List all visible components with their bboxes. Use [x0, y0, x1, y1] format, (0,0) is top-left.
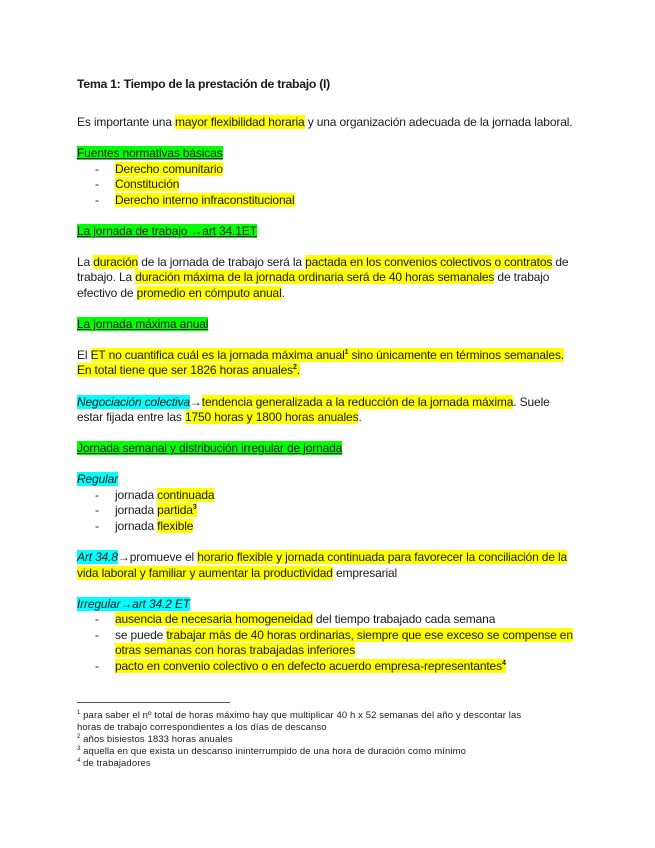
footnote-number: 4: [77, 757, 81, 764]
list-item: [115, 659, 506, 674]
list-item: [115, 193, 295, 208]
list-item: [115, 162, 223, 177]
text: trabajo. La: [77, 270, 136, 284]
paragraph-line: [77, 410, 362, 425]
list-item: [115, 628, 573, 643]
text: jornada: [115, 519, 158, 533]
text: empresarial: [332, 566, 398, 580]
highlight: 1750 horas y 1800 horas anuales: [184, 410, 359, 424]
footnote-text: horas de trabajo correspondientes a los días de descanso: [77, 722, 327, 733]
term-label: Art 34.8: [77, 550, 118, 564]
text: de: [552, 255, 569, 269]
intro-text-end: y una organización adecuada de la jornada laboral.: [304, 115, 573, 129]
footnote-1-continuation: [77, 722, 327, 734]
section-heading-jornada-maxima: [77, 317, 208, 332]
bullet-dash: -: [95, 162, 99, 176]
footnote-text: para saber el nº total de horas máximo hay que multiplicar 40 h x 52 semanas del año y descontar las: [80, 710, 522, 721]
list-item: [115, 177, 179, 192]
paragraph-line: [77, 550, 567, 565]
bullet-dash: -: [95, 177, 99, 191]
highlight: promedio en cómputo anual: [136, 286, 282, 300]
section-heading-jornada-semanal: [77, 441, 342, 456]
text: .: [296, 363, 300, 377]
bullet-dash: -: [95, 503, 99, 517]
text: El: [77, 348, 91, 362]
highlight: continuada: [157, 488, 215, 502]
paragraph-line: [77, 348, 564, 363]
text: .: [281, 286, 285, 300]
intro-text: Es importante una: [77, 115, 176, 129]
footnote-3: [77, 746, 466, 758]
list-item-continuation: [115, 643, 355, 658]
paragraph-line: [77, 566, 397, 581]
highlight: [77, 363, 300, 377]
intro-highlight: mayor flexibilidad horaria: [175, 115, 305, 129]
arrow-icon: →: [117, 550, 130, 564]
footnote-text: aquella en que exista un descanso ininterrumpido de una hora de duración como mínimo: [80, 746, 467, 757]
subheading-irregular: [77, 597, 190, 612]
list-item-text: Derecho interno infraconstitucional: [115, 193, 295, 207]
bullet-dash: -: [95, 488, 99, 502]
paragraph-line: [77, 255, 568, 270]
footnote-ref[interactable]: 3: [192, 504, 197, 511]
highlight: duración: [93, 255, 139, 269]
text: promueve el: [129, 550, 198, 564]
footnote-text: de trabajadores: [80, 758, 151, 769]
section-heading-jornada-trabajo: [77, 224, 257, 239]
heading-text: La jornada máxima anual: [77, 317, 209, 331]
footnote-number: 2: [77, 733, 81, 740]
list-item: [115, 503, 197, 518]
text: jornada: [115, 503, 158, 517]
text: jornada: [115, 488, 158, 502]
footnote-ref[interactable]: 4: [501, 660, 506, 667]
bullet-dash: -: [95, 193, 99, 207]
arrow-icon: →: [189, 395, 202, 409]
list-item-text: Derecho comunitario: [115, 162, 223, 176]
bullet-dash: -: [95, 519, 99, 533]
list-item: [115, 612, 495, 627]
highlight: [91, 348, 564, 362]
highlight: otras semanas con horas trabajadas inferiores: [115, 643, 356, 657]
highlight: ausencia de necesaria homogeneidad: [115, 612, 313, 626]
paragraph-line: [77, 270, 549, 285]
text: del tiempo trabajado cada semana: [312, 612, 496, 626]
footnote-number: 3: [77, 745, 81, 752]
text: pacto en convenio colectivo o en defecto acuerdo empresa-representantes: [115, 659, 502, 673]
text: En total tiene que ser 1826 horas anuales: [77, 363, 294, 377]
highlight: tendencia generalizada a la reducción de la jornada máxima: [201, 395, 514, 409]
text: de la jornada de trabajo será la: [138, 255, 306, 269]
heading-text: Jornada semanal y distribución irregular de jornada: [77, 441, 343, 455]
highlight: [157, 503, 196, 517]
text: se puede: [115, 628, 167, 642]
bullet-dash: -: [95, 628, 99, 642]
page-title: Tema 1: Tiempo de la prestación de trabajo (I): [77, 77, 330, 91]
footnote-separator: [77, 702, 230, 703]
highlight: trabajar más de 40 horas ordinarias, siempre que ese exceso se compense en: [166, 628, 573, 642]
heading-text: La jornada de trabajo →art 34.1ET: [77, 224, 257, 238]
footnote-4: [77, 758, 151, 770]
footnote-2: [77, 734, 233, 746]
footnote-1: [77, 710, 521, 722]
text: La: [77, 255, 94, 269]
text: .: [358, 410, 362, 424]
footnote-number: 1: [77, 709, 81, 716]
highlight: vida laboral y familiar y aumentar la productividad: [77, 566, 333, 580]
highlight: [115, 659, 506, 673]
bullet-dash: -: [95, 612, 99, 626]
list-item-text: Constitución: [115, 177, 180, 191]
section-heading-fuentes: [77, 146, 223, 161]
highlight: horario flexible y jornada continuada para favorecer la conciliación de la: [197, 550, 568, 564]
heading-text: Fuentes normativas básicas: [77, 146, 223, 160]
footnote-ref[interactable]: 1: [344, 349, 349, 356]
paragraph-line: [77, 395, 550, 410]
intro-paragraph: [77, 115, 572, 130]
text: efectivo de: [77, 286, 137, 300]
paragraph-line: [77, 363, 300, 378]
subheading-regular: [77, 472, 118, 487]
list-item: [115, 519, 193, 534]
highlight: flexible: [157, 519, 194, 533]
term-label: Regular: [77, 472, 118, 486]
text: . Suele: [513, 395, 550, 409]
paragraph-line: [77, 286, 285, 301]
text: sino únicamente en términos semanales.: [348, 348, 564, 362]
bullet-dash: -: [95, 659, 99, 673]
term-label: Negociación colectiva: [77, 395, 190, 409]
text: estar fijada entre las: [77, 410, 185, 424]
text: de trabajo: [494, 270, 550, 284]
text: ET no cuantifica cuál es la jornada máxima anual: [90, 348, 345, 362]
highlight: duración máxima de la jornada ordinaria será de 40 horas semanales: [135, 270, 495, 284]
list-item: [115, 488, 214, 503]
footnote-text: años bisiestos 1833 horas anuales: [80, 734, 233, 745]
highlight: pactada en los convenios colectivos o contratos: [305, 255, 553, 269]
term-label: Irregular→art 34.2 ET: [77, 597, 190, 611]
footnote-ref[interactable]: 2: [293, 364, 297, 371]
text: partida: [157, 503, 193, 517]
